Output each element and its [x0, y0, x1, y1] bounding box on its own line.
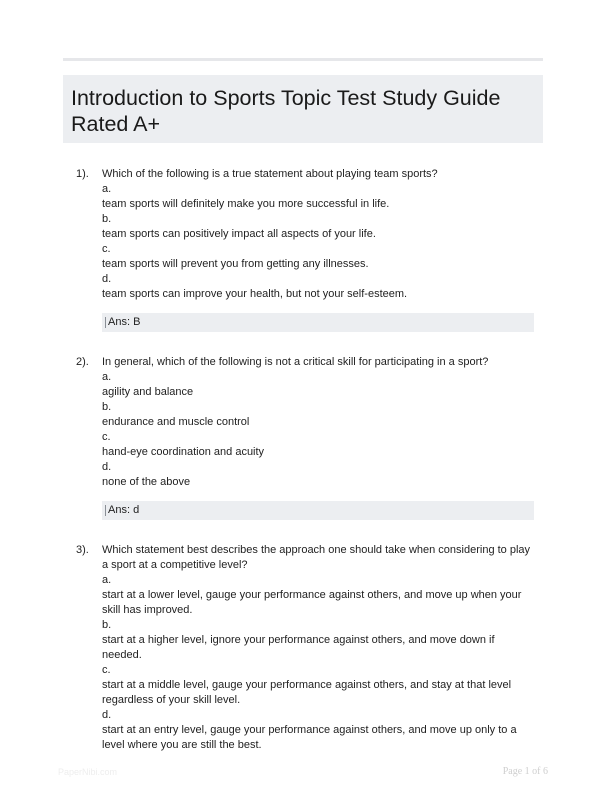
question-prompt: Which of the following is a true statement about playing team sports?	[102, 168, 438, 180]
top-divider	[63, 58, 543, 61]
option-text: start at a middle level, gauge your performance against others, and stay at that level regardless of your skill level.	[102, 679, 512, 706]
option-text: start at an entry level, gauge your performance against others, and move up only to a level where you are still the best.	[102, 724, 517, 751]
option-letter: a.	[102, 371, 112, 383]
question-number: 3).	[76, 544, 89, 556]
option-text: hand-eye coordination and acuity	[102, 446, 265, 458]
answer-box-1: Ans: B	[102, 313, 534, 332]
option-letter: c.	[102, 431, 111, 443]
option-letter: b.	[102, 401, 112, 413]
answer-box-2: Ans: d	[102, 501, 534, 520]
question-prompt: Which statement best describes the approach one should take when considering to play a sport at a competitive level?	[102, 544, 531, 571]
question-body	[102, 355, 532, 490]
page-title: Introduction to Sports Topic Test Study Guide Rated A+	[71, 86, 501, 136]
question-prompt: In general, which of the following is not a critical skill for participating in a sport?	[102, 356, 489, 368]
option-letter: d.	[102, 709, 112, 721]
option-letter: d.	[102, 273, 112, 285]
question-number: 2).	[76, 356, 89, 368]
question-body	[102, 543, 532, 753]
option-text: endurance and muscle control	[102, 416, 250, 428]
option-text: team sports will prevent you from getting any illnesses.	[102, 258, 369, 270]
option-letter: a.	[102, 183, 112, 195]
question-number: 1).	[76, 168, 89, 180]
question-body	[102, 167, 532, 302]
watermark-text: PaperNibi.com	[58, 767, 118, 777]
option-letter: a.	[102, 574, 112, 586]
option-text: none of the above	[102, 476, 191, 488]
option-text: team sports will definitely make you more successful in life.	[102, 198, 390, 210]
option-letter: b.	[102, 213, 112, 225]
title-banner	[63, 75, 543, 143]
option-text: team sports can positively impact all aspects of your life.	[102, 228, 376, 240]
option-letter: c.	[102, 243, 111, 255]
page-indicator: Page 1 of 6	[502, 766, 548, 777]
option-letter: d.	[102, 461, 112, 473]
option-letter: c.	[102, 664, 111, 676]
option-text: team sports can improve your health, but not your self-esteem.	[102, 288, 408, 300]
option-text: agility and balance	[102, 386, 194, 398]
option-text: start at a higher level, ignore your performance against others, and move down if needed.	[102, 634, 495, 661]
option-letter: b.	[102, 619, 112, 631]
option-text: start at a lower level, gauge your performance against others, and move up when your skill has improved.	[102, 589, 522, 616]
